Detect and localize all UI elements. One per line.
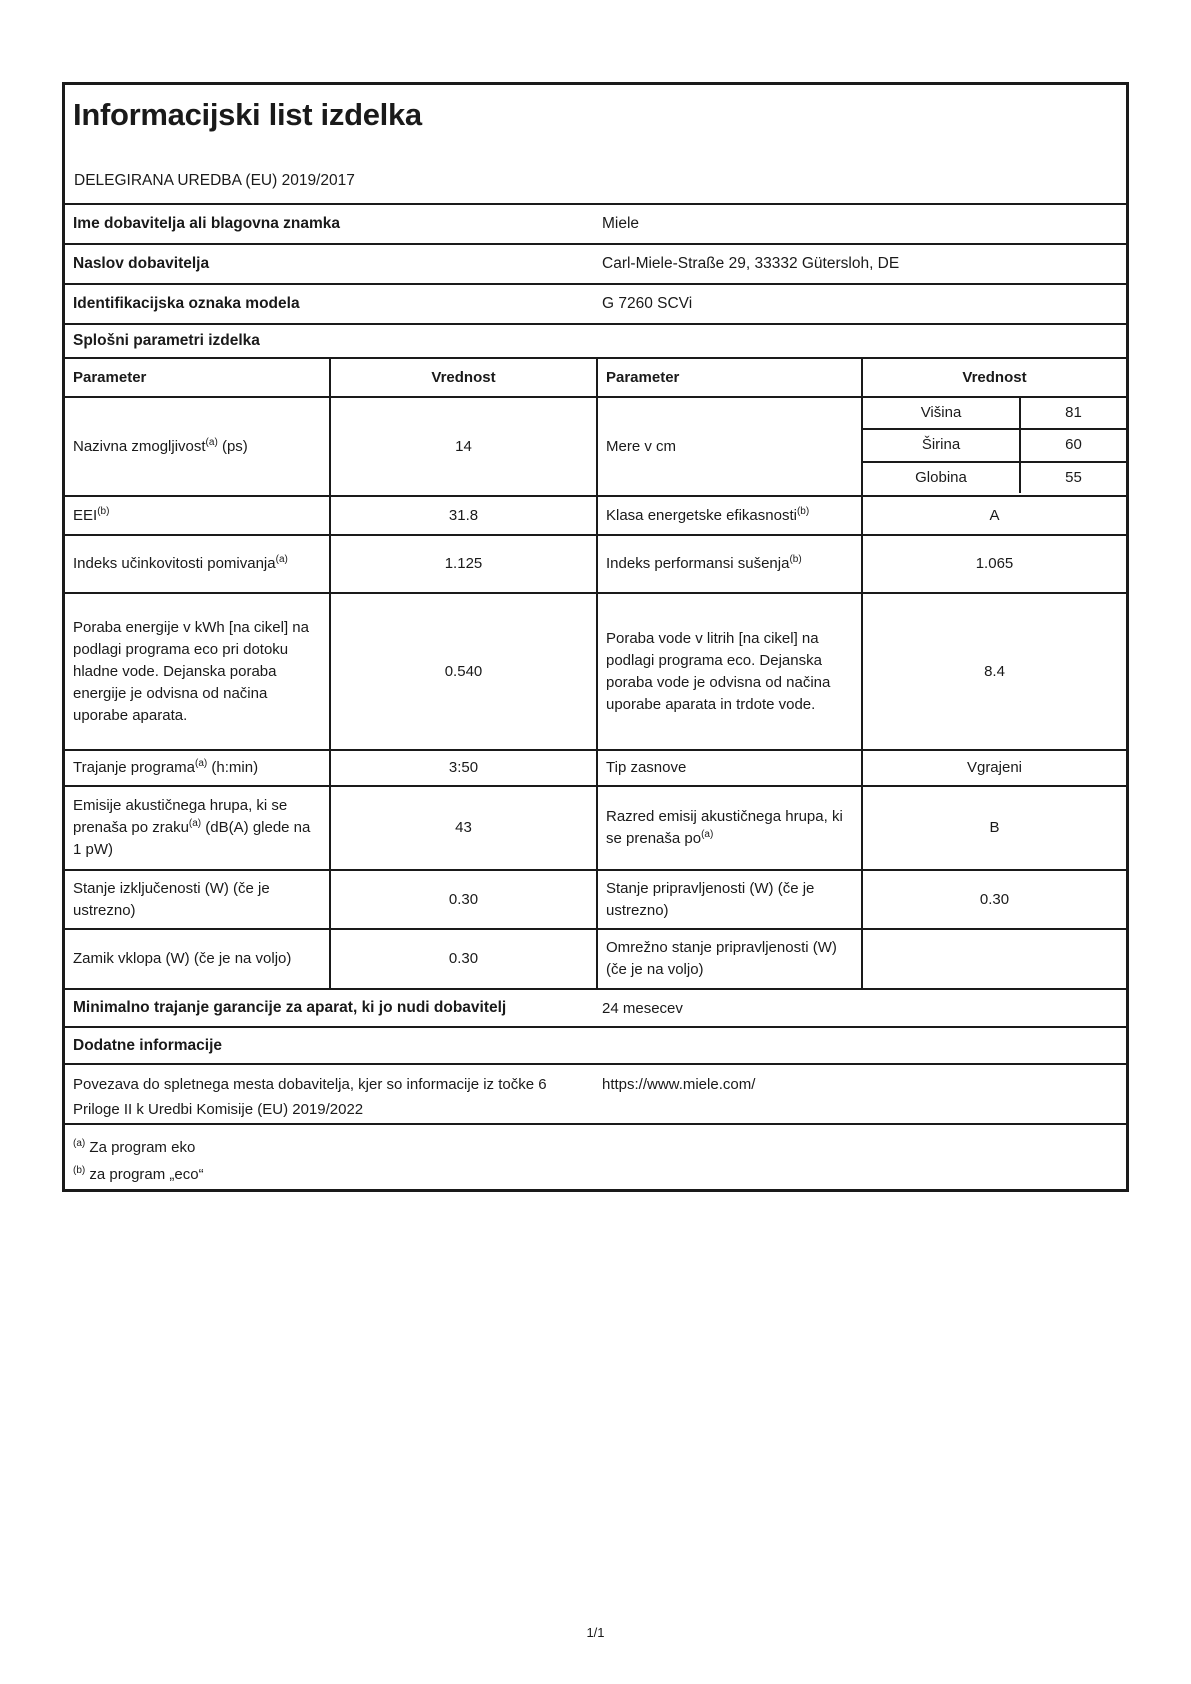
param-row	[65, 593, 1126, 750]
title-block	[65, 85, 1126, 203]
dimension-value: 60	[1065, 436, 1082, 454]
param-label-left: Poraba energije v kWh [na cikel] na podlagi programa eco pri dotoku hladne vode. Dejanska poraba energije je odvisna od načina uporabe aparata.	[65, 593, 330, 750]
param-label-right: Indeks performansi sušenja$^{(b)}$	[597, 535, 862, 593]
param-row	[65, 496, 1126, 535]
supplier-row	[65, 283, 1126, 323]
param-label-left: EEI$^{(b)}$	[65, 496, 330, 535]
param-label-right: Mere v cm	[597, 397, 862, 496]
page-title: Informacijski list izdelka	[73, 97, 422, 132]
product-information-sheet	[62, 82, 1129, 1192]
dimension-row	[863, 398, 1126, 428]
warranty-value: 24 mesecev	[602, 999, 683, 1017]
warranty-label: Minimalno trajanje garancije za aparat, ki jo nudi dobavitelj	[73, 999, 507, 1016]
table-header-row	[65, 359, 1126, 397]
parameters-table	[65, 357, 1126, 988]
param-label-right: Razred emisij akustičnega hrupa, ki se prenaša $po^{(a)}$	[597, 786, 862, 870]
section-title-additional-info: Dodatne informacije	[65, 1026, 1126, 1063]
supplier-website-label: Povezava do spletnega mesta dobavitelja, kjer so informacije iz točke 6 Priloge II k Uredbi Komisije (EU) 2019/2022	[73, 1076, 547, 1118]
param-row	[65, 397, 1126, 496]
param-label-right: Tip zasnove	[597, 750, 862, 786]
param-value-left: 31.8	[330, 496, 597, 535]
param-value-left: 43	[330, 786, 597, 870]
param-value-left: 1.125	[330, 535, 597, 593]
dimensions-value-cell	[862, 397, 1126, 496]
column-header-value-left: Vrednost	[330, 359, 597, 397]
param-value-right: 1.065	[862, 535, 1126, 593]
supplier-row-label: Naslov dobavitelja	[73, 255, 210, 272]
footnote-line: $^{(a)}$ Za program eko	[73, 1138, 196, 1156]
param-value-right: B	[862, 786, 1126, 870]
supplier-row-label: Ime dobavitelja ali blagovna znamka	[73, 215, 341, 232]
column-header-parameter-left: Parameter	[65, 359, 330, 397]
param-label-right: Poraba vode v litrih [na cikel] na podlagi programa eco. Dejanska poraba vode je odvisna od načina uporabe aparata in trdote vode.	[597, 593, 862, 750]
param-row	[65, 750, 1126, 786]
param-label-left: Nazivna zmogljivost$^{(a)}$ (ps)	[65, 397, 330, 496]
page-number: 1/1	[586, 1625, 605, 1640]
supplier-website-url: https://www.miele.com/	[602, 1076, 756, 1093]
supplier-website-row	[65, 1063, 1126, 1123]
dimensions-list	[863, 398, 1126, 493]
param-label-left: Stanje izključenosti (W) (če je ustrezno)	[65, 870, 330, 929]
section-title-general-parameters: Splošni parametri izdelka	[65, 323, 1126, 357]
dimension-name: Globina	[863, 463, 1021, 493]
param-label-right: Omrežno stanje pripravljenosti (W) (če je na voljo)	[597, 929, 862, 988]
param-value-right: 0.30	[862, 870, 1126, 929]
param-label-left: Emisije akustičnega hrupa, ki se prenaša po zraku$^{(a)}$ (dB(A) glede na 1 pW)	[65, 786, 330, 870]
param-label-left: Zamik vklopa (W) (če je na voljo)	[65, 929, 330, 988]
dimension-row	[863, 461, 1126, 493]
dimension-value: 81	[1065, 404, 1082, 422]
param-value-right	[862, 929, 1126, 988]
param-value-left: 14	[330, 397, 597, 496]
param-label-right: Klasa energetske efikasnosti$^{(b)}$	[597, 496, 862, 535]
supplier-rows	[65, 203, 1126, 323]
supplier-row	[65, 203, 1126, 243]
param-value-left: 0.30	[330, 870, 597, 929]
param-value-left: 0.30	[330, 929, 597, 988]
supplier-row-value: Carl-Miele-Straße 29, 33332 Gütersloh, DE	[602, 255, 900, 272]
supplier-row	[65, 243, 1126, 283]
dimension-name: Širina	[863, 430, 1021, 460]
regulation-subtitle: DELEGIRANA UREDBA (EU) 2019/2017	[74, 172, 355, 189]
param-label-left: Trajanje programa$^{(a)}$ (h:min)	[65, 750, 330, 786]
supplier-row-value: Miele	[602, 215, 640, 232]
dimension-value: 55	[1065, 468, 1082, 486]
column-header-parameter-right: Parameter	[597, 359, 862, 397]
column-header-value-right: Vrednost	[862, 359, 1126, 397]
dimension-row	[863, 428, 1126, 460]
param-value-right: Vgrajeni	[862, 750, 1126, 786]
param-row	[65, 870, 1126, 929]
warranty-row	[65, 988, 1126, 1026]
param-label-right: Stanje pripravljenosti (W) (če je ustrezno)	[597, 870, 862, 929]
param-value-left: 3:50	[330, 750, 597, 786]
supplier-row-value: G 7260 SCVi	[602, 295, 693, 312]
footnotes	[65, 1123, 1126, 1189]
param-value-right: A	[862, 496, 1126, 535]
param-row	[65, 786, 1126, 870]
param-label-left: Indeks učinkovitosti pomivanja$^{(a)}$	[65, 535, 330, 593]
param-row	[65, 535, 1126, 593]
footnote-line: $^{(b)}$ za program „eco“	[73, 1165, 204, 1183]
param-value-left: 0.540	[330, 593, 597, 750]
param-value-right: 8.4	[862, 593, 1126, 750]
param-row	[65, 929, 1126, 988]
supplier-row-label: Identifikacijska oznaka modela	[73, 295, 300, 312]
dimension-name: Višina	[863, 398, 1021, 428]
